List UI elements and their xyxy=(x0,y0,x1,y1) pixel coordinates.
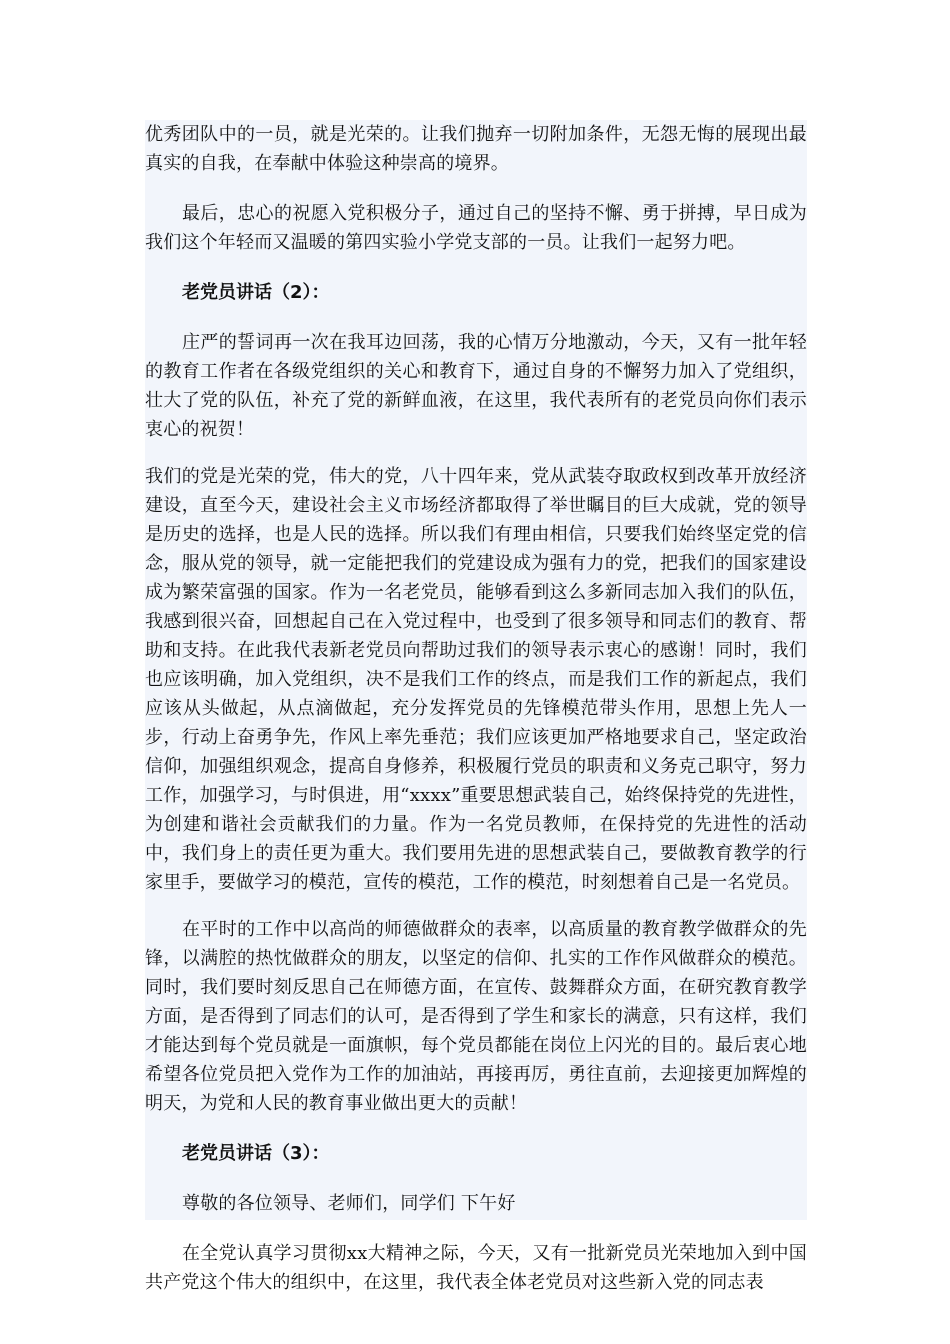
paragraph-7: 在全党认真学习贯彻xx大精神之际，今天，又有一批新党员光荣地加入到中国共产党这个伟大的组织中，在这里，我代表全体老党员对这些新入党的同志表 xyxy=(145,1243,807,1293)
paragraph-2: 最后，忠心的祝愿入党积极分子，通过自己的坚持不懈、勇于拼搏，早日成为我们这个年轻而又温暖的第四实验小学党支部的一员。让我们一起努力吧。 xyxy=(145,203,807,253)
paragraph-6: 尊敬的各位领导、老师们，同学们 下午好 xyxy=(182,1193,516,1214)
paragraph-1: 优秀团队中的一员，就是光荣的。让我们抛弃一切附加条件，无怨无悔的展现出最真实的自我，在奉献中体验这种崇高的境界。 xyxy=(145,124,807,174)
section-heading-2: 老党员讲话（2）： xyxy=(182,282,330,303)
paragraph-5: 在平时的工作中以高尚的师德做群众的表率，以高质量的教育教学做群众的先锋，以满腔的热忱做群众的朋友，以坚定的信仰、扎实的工作作风做群众的模范。同时，我们要时刻反思自己在师德方面，在宣传、鼓舞群众方面，在研究教育教学方面，是否得到了同志们的认可，是否得到了学生和家长的满意，只有这样，我们才能达到每个党员就是一面旗帜，每个党员都能在岗位上闪光的目的。最后衷心地希望各位党员把入党作为工作的加油站，再接再厉，勇往直前，去迎接更加辉煌的明天，为党和人民的教育事业做出更大的贡献！ xyxy=(145,919,807,1114)
document-body xyxy=(145,120,807,1293)
paragraph-4: 我们的党是光荣的党，伟大的党，八十四年来，党从武装夺取政权到改革开放经济建设，直至今天，建设社会主义市场经济都取得了举世瞩目的巨大成就，党的领导是历史的选择，也是人民的选择。所以我们有理由相信，只要我们始终坚定党的信念，服从党的领导，就一定能把我们的党建设成为强有力的党，把我们的国家建设成为繁荣富强的国家。作为一名老党员，能够看到这么多新同志加入我们的队伍，我感到很兴奋，回想起自己在入党过程中，也受到了很多领导和同志们的教育、帮助和支持。在此我代表新老党员向帮助过我们的领导表示衷心的感谢！同时，我们也应该明确，加入党组织，决不是我们工作的终点，而是我们工作的新起点，我们应该从头做起，从点滴做起，充分发挥党员的先锋模范带头作用，思想上先人一步，行动上奋勇争先，作风上率先垂范；我们应该更加严格地要求自己，坚定政治信仰，加强组织观念，提高自身修养，积极履行党员的职责和义务克己职守，努力工作，加强学习，与时俱进，用“xxxx”重要思想武装自己，始终保持党的先进性，为创建和谐社会贡献我们的力量。作为一名党员教师，在保持党的先进性的活动中，我们身上的责任更为重大。我们要用先进的思想武装自己，要做教育教学的行家里手，要做学习的模范，宣传的模范，工作的模范，时刻想着自己是一名党员。 xyxy=(145,466,807,893)
paragraph-3: 庄严的誓词再一次在我耳边回荡，我的心情万分地激动，今天，又有一批年轻的教育工作者在各级党组织的关心和教育下，通过自身的不懈努力加入了党组织，壮大了党的队伍，补充了党的新鲜血液，在这里，我代表所有的老党员向你们表示衷心的祝贺！ xyxy=(145,332,807,440)
section-heading-3: 老党员讲话（3）： xyxy=(182,1143,330,1164)
